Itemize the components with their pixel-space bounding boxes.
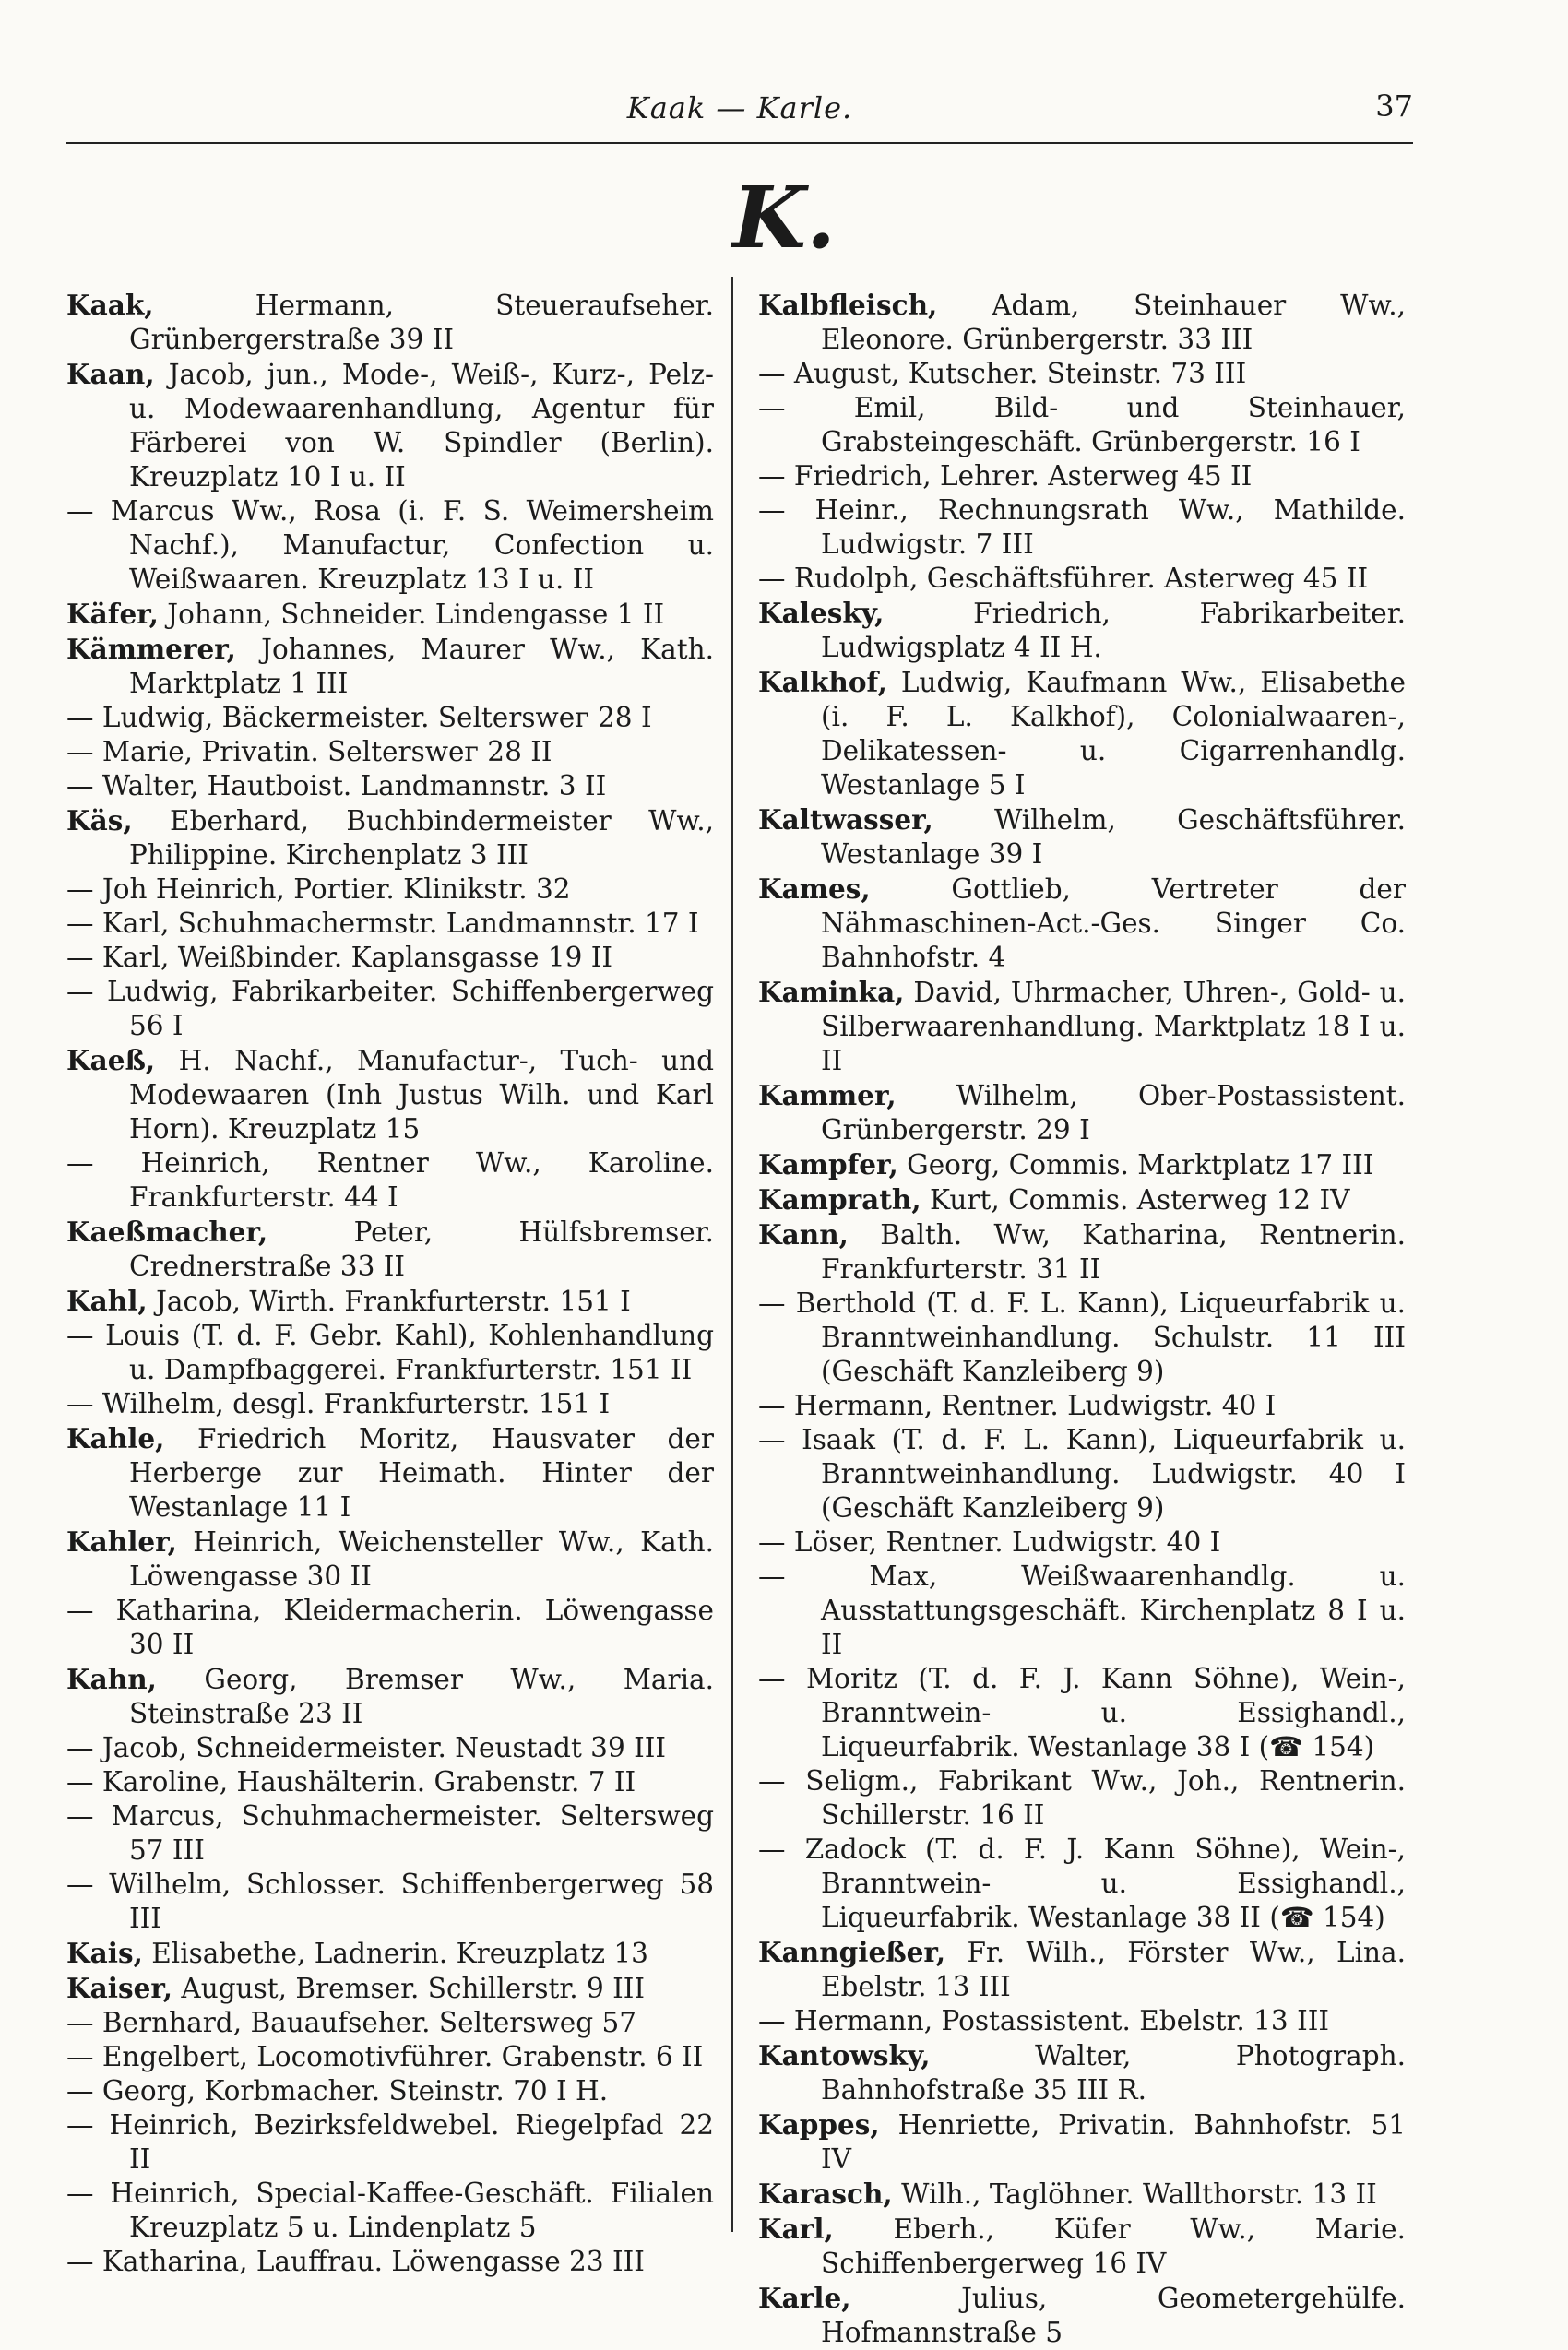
directory-entry xyxy=(758,1217,1406,1287)
entry-surname: Kahl, xyxy=(66,1285,148,1317)
directory-entry xyxy=(758,493,1406,562)
entry-text: Peter, Hülfsbremser. Crednerstraße 33 II xyxy=(129,1217,714,1282)
entry-text: — Moritz (T. d. F. J. Kann Söhne), Wein-, Branntwein- u. Essighandl., Liqueurfabrik. Westanlage 38 I (☎ 154) xyxy=(758,1663,1406,1762)
entry-text: — Wilhelm, Schlosser. Schiffenbergerweg 58 III xyxy=(66,1869,714,1934)
entry-surname: Kantowsky, xyxy=(758,2039,931,2071)
directory-entry xyxy=(758,391,1406,459)
entry-surname: Kanngießer, xyxy=(758,1936,946,1968)
directory-entry xyxy=(66,735,714,769)
directory-entry xyxy=(66,2108,714,2177)
directory-entry xyxy=(66,2177,714,2245)
entry-text: Wilh., Taglöhner. Wallthorstr. 13 II xyxy=(901,2178,1377,2210)
entry-text: — Marie, Privatin. Selterswег 28 II xyxy=(66,736,552,767)
directory-entry xyxy=(758,1662,1406,1764)
left-column xyxy=(66,288,714,2279)
entry-text: Johann, Schneider. Lindengasse 1 II xyxy=(167,599,665,630)
entry-text: August, Bremser. Schillerstr. 9 III xyxy=(181,1973,646,2004)
entry-text: Wilhelm, Ober-Postassistent. Grünbergerstr. 29 I xyxy=(821,1080,1406,1145)
directory-entry xyxy=(758,1287,1406,1389)
entry-text: — Jacob, Schneidermeister. Neustadt 39 III xyxy=(66,1732,667,1763)
directory-entry xyxy=(758,1560,1406,1662)
directory-entry xyxy=(66,1319,714,1387)
entry-surname: Kaak, xyxy=(66,289,154,321)
directory-entry xyxy=(758,665,1406,802)
entry-text: — Katharina, Kleidermacherin. Löwengasse 30 II xyxy=(66,1595,714,1660)
entry-text: Ludwig, Kaufmann Ww., Elisabethe (i. F. L. Kalkhof), Colonialwaaren-, Delikatessen- u. Cigarrenhandlg. Westanlage 5 I xyxy=(821,667,1406,801)
directory-entry xyxy=(66,1868,714,1936)
entry-text: Jacob, jun., Mode-, Weiß-, Kurz-, Pelz- u. Modewaarenhandlung, Agentur für Färberei von W. Spindler (Berlin). Kreuzplatz 10 I u. II xyxy=(129,359,714,493)
directory-entry xyxy=(66,1387,714,1421)
entry-text: — Joh Heinrich, Portier. Klinikstr. 32 xyxy=(66,873,571,905)
directory-entry xyxy=(758,872,1406,975)
entry-text: — Ludwig, Bäckermeister. Selterswег 28 I xyxy=(66,702,652,733)
entry-surname: Kahler, xyxy=(66,1525,177,1558)
directory-entry xyxy=(66,907,714,941)
directory-entry xyxy=(66,1284,714,1319)
entry-surname: Kames, xyxy=(758,872,871,905)
entry-surname: Kampfer, xyxy=(758,1148,898,1181)
entry-text: — Marcus, Schuhmachermeister. Seltersweg 57 III xyxy=(66,1800,714,1866)
entry-text: — Georg, Korbmacher. Steinstr. 70 I H. xyxy=(66,2075,609,2107)
directory-entry xyxy=(66,1765,714,1799)
directory-entry xyxy=(66,2074,714,2108)
entry-text: Johannes, Maurer Ww., Kath. Marktplatz 1 III xyxy=(129,634,714,699)
entry-surname: Kahle, xyxy=(66,1422,165,1454)
directory-entry xyxy=(758,288,1406,357)
entry-text: — Walter, Hautboist. Landmannstr. 3 II xyxy=(66,770,607,801)
directory-entry xyxy=(758,1525,1406,1560)
entry-text: Elisabethe, Ladnerin. Kreuzplatz 13 xyxy=(151,1938,648,1969)
directory-entry xyxy=(66,357,714,494)
entry-text: — Berthold (T. d. F. L. Kann), Liqueurfabrik u. Branntweinhandlung. Schulstr. 11 III (Geschäft Kanzleiberg 9) xyxy=(758,1288,1406,1387)
directory-entry xyxy=(66,1936,714,1971)
entry-surname: Karle, xyxy=(758,2282,851,2314)
directory-entry xyxy=(758,1147,1406,1182)
page-number: 37 xyxy=(1375,89,1413,124)
entry-surname: Käs, xyxy=(66,804,133,837)
entry-text: — Engelbert, Locomotivführer. Grabenstr. 6 II xyxy=(66,2041,704,2072)
directory-entry xyxy=(758,596,1406,665)
directory-entry xyxy=(758,1389,1406,1423)
right-column xyxy=(758,288,1406,2350)
entry-text: Jacob, Wirth. Frankfurterstr. 151 I xyxy=(156,1286,631,1317)
entry-surname: Kais, xyxy=(66,1937,143,1969)
running-head xyxy=(66,83,1413,144)
entry-surname: Kaiser, xyxy=(66,1972,173,2004)
entry-text: — Isaak (T. d. F. L. Kann), Liqueurfabrik u. Branntweinhandlung. Ludwigstr. 40 I (Geschäft Kanzleiberg 9) xyxy=(758,1424,1406,1524)
directory-entry xyxy=(66,1662,714,1731)
entry-text: — Hermann, Rentner. Ludwigstr. 40 I xyxy=(758,1390,1277,1421)
entry-text: — Bernhard, Bauaufseher. Seltersweg 57 xyxy=(66,2007,637,2038)
entry-text: Eberhard, Buchbindermeister Ww., Philippine. Kirchenplatz 3 III xyxy=(129,805,714,871)
entry-text: Georg, Bremser Ww., Maria. Steinstraße 23 II xyxy=(129,1664,714,1729)
directory-entry xyxy=(66,701,714,735)
directory-entry xyxy=(758,2177,1406,2212)
directory-entry xyxy=(66,1799,714,1868)
entry-text: Balth. Ww, Katharina, Rentnerin. Frankfurterstr. 31 II xyxy=(821,1219,1406,1285)
entry-surname: Kalkhof, xyxy=(758,666,887,698)
entry-surname: Karl, xyxy=(758,2213,834,2245)
directory-entry xyxy=(758,459,1406,493)
entry-text: — Zadock (T. d. F. J. Kann Söhne), Wein-, Branntwein- u. Essighandl., Liqueurfabrik. Westanlage 38 II (☎ 154) xyxy=(758,1834,1406,1933)
entry-text: Hermann, Steueraufseher. Grünbergerstraße 39 II xyxy=(129,290,714,355)
entry-surname: Kaminka, xyxy=(758,976,905,1008)
directory-entry xyxy=(66,1594,714,1662)
entry-surname: Karasch, xyxy=(758,2178,893,2210)
entry-text: Eberh., Küfer Ww., Marie. Schiffenbergerweg 16 IV xyxy=(821,2214,1406,2279)
entry-surname: Kaeß, xyxy=(66,1044,156,1076)
directory-entry xyxy=(758,1078,1406,1147)
directory-entry xyxy=(758,562,1406,596)
directory-entry xyxy=(758,1182,1406,1217)
entry-text: Heinrich, Weichensteller Ww., Kath. Löwengasse 30 II xyxy=(129,1526,714,1592)
directory-entry xyxy=(66,632,714,701)
entry-surname: Kalesky, xyxy=(758,597,885,629)
directory-entry xyxy=(758,2107,1406,2177)
directory-entry xyxy=(66,941,714,975)
directory-entry xyxy=(758,1833,1406,1935)
directory-entry xyxy=(66,1525,714,1594)
entry-text: — Karl, Schuhmachermstr. Landmannstr. 17 I xyxy=(66,908,699,939)
entry-surname: Kahn, xyxy=(66,1663,157,1695)
head-title: Kaak — Karle. xyxy=(626,90,853,125)
directory-entry xyxy=(66,494,714,597)
entry-surname: Kammer, xyxy=(758,1079,897,1111)
directory-entry xyxy=(66,872,714,907)
entry-text: Friedrich, Fabrikarbeiter. Ludwigsplatz 4 II H. xyxy=(821,598,1406,663)
entry-text: — Heinrich, Rentner Ww., Karoline. Frankfurterstr. 44 I xyxy=(66,1147,714,1213)
directory-entry xyxy=(66,1971,714,2006)
directory-entry xyxy=(758,2038,1406,2107)
directory-entry xyxy=(66,1146,714,1215)
entry-surname: Kamprath, xyxy=(758,1183,921,1216)
entry-text: — Louis (T. d. F. Gebr. Kahl), Kohlenhandlung u. Dampfbaggerei. Frankfurterstr. 151 II xyxy=(66,1320,714,1385)
entry-text: — Katharina, Lauffrau. Löwengasse 23 III xyxy=(66,2246,645,2277)
directory-entry xyxy=(66,2040,714,2074)
directory-entry xyxy=(758,1423,1406,1525)
entry-text: Wilhelm, Geschäftsführer. Westanlage 39 I xyxy=(821,804,1406,870)
entry-text: Friedrich Moritz, Hausvater der Herberge zur Heimath. Hinter der Westanlage 11 I xyxy=(129,1423,714,1523)
directory-entry xyxy=(66,1215,714,1284)
directory-entry xyxy=(66,1731,714,1765)
directory-entry xyxy=(66,1421,714,1525)
directory-entry xyxy=(66,769,714,803)
entry-surname: Kaeßmacher, xyxy=(66,1216,268,1248)
entry-text: — Heinrich, Special-Kaffee-Geschäft. Filialen Kreuzplatz 5 u. Lindenplatz 5 xyxy=(66,2178,714,2243)
directory-entry xyxy=(758,1764,1406,1833)
entry-text: — August, Kutscher. Steinstr. 73 III xyxy=(758,358,1247,389)
entry-text: — Karl, Weißbinder. Kaplansgasse 19 II xyxy=(66,942,613,973)
entry-surname: Kann, xyxy=(758,1218,849,1251)
entry-text: Julius, Geometergehülfe. Hofmannstraße 5 xyxy=(821,2283,1406,2348)
directory-entry xyxy=(758,2212,1406,2281)
entry-text: — Löser, Rentner. Ludwigstr. 40 I xyxy=(758,1526,1221,1558)
directory-entry xyxy=(66,2245,714,2279)
entry-surname: Kaltwasser, xyxy=(758,803,933,836)
entry-text: Henriette, Privatin. Bahnhofstr. 51 IV xyxy=(821,2109,1406,2175)
entry-text: — Hermann, Postassistent. Ebelstr. 13 III xyxy=(758,2005,1330,2036)
entry-text: — Friedrich, Lehrer. Asterweg 45 II xyxy=(758,460,1253,492)
directory-entry xyxy=(66,975,714,1043)
entry-text: — Karoline, Haushälterin. Grabenstr. 7 II xyxy=(66,1766,636,1798)
directory-entry xyxy=(758,2004,1406,2038)
entry-text: — Wilhelm, desgl. Frankfurterstr. 151 I xyxy=(66,1388,611,1419)
directory-entry xyxy=(66,288,714,357)
entry-text: — Heinr., Rechnungsrath Ww., Mathilde. Ludwigstr. 7 III xyxy=(758,494,1406,560)
directory-entry xyxy=(758,2281,1406,2350)
entry-surname: Kappes, xyxy=(758,2108,880,2141)
directory-entry xyxy=(66,803,714,872)
entry-text: — Marcus Ww., Rosa (i. F. S. Weimersheim Nachf.), Manufactur, Confection u. Weißwaaren. Kreuzplatz 13 I u. II xyxy=(66,495,714,595)
entry-surname: Käfer, xyxy=(66,598,159,630)
entry-surname: Kaan, xyxy=(66,358,155,390)
entry-text: David, Uhrmacher, Uhren-, Gold- u. Silberwaarenhandlung. Marktplatz 18 I u. II xyxy=(821,977,1406,1076)
entry-text: — Rudolph, Geschäftsführer. Asterweg 45 II xyxy=(758,563,1369,594)
directory-entry xyxy=(758,975,1406,1078)
entry-text: Kurt, Commis. Asterweg 12 IV xyxy=(930,1184,1350,1216)
directory-entry xyxy=(66,1043,714,1146)
directory-entry xyxy=(758,357,1406,391)
entry-text: — Seligm., Fabrikant Ww., Joh., Rentnerin. Schillerstr. 16 II xyxy=(758,1765,1406,1831)
directory-entry xyxy=(758,802,1406,872)
entry-text: — Emil, Bild- und Steinhauer, Grabsteingeschäft. Grünbergerstr. 16 I xyxy=(758,392,1406,457)
entry-text: Gottlieb, Vertreter der Nähmaschinen-Act.-Ges. Singer Co. Bahnhofstr. 4 xyxy=(821,873,1406,973)
entry-text: H. Nachf., Manufactur-, Tuch- und Modewaaren (Inh Justus Wilh. und Karl Horn). Kreuzplatz 15 xyxy=(129,1045,714,1145)
entry-text: — Heinrich, Bezirksfeldwebel. Riegelpfad 22 II xyxy=(66,2109,714,2175)
entry-surname: Kalbfleisch, xyxy=(758,289,938,321)
directory-entry xyxy=(66,597,714,632)
entry-text: Walter, Photograph. Bahnhofstraße 35 III R. xyxy=(821,2040,1406,2106)
directory-entry xyxy=(66,2006,714,2040)
entry-text: — Max, Weißwaarenhandlg. u. Ausstattungsgeschäft. Kirchenplatz 8 I u. II xyxy=(758,1561,1406,1660)
directory-entry xyxy=(758,1935,1406,2004)
entry-text: Fr. Wilh., Förster Ww., Lina. Ebelstr. 13 III xyxy=(821,1937,1406,2002)
entry-text: Adam, Steinhauer Ww., Eleonore. Grünbergerstr. 33 III xyxy=(821,290,1406,355)
entry-text: — Ludwig, Fabrikarbeiter. Schiffenbergerweg 56 I xyxy=(66,976,714,1041)
section-letter: K. xyxy=(732,168,836,267)
entry-text: Georg, Commis. Marktplatz 17 III xyxy=(907,1149,1374,1181)
column-divider xyxy=(731,277,733,2232)
entry-surname: Kämmerer, xyxy=(66,633,236,665)
